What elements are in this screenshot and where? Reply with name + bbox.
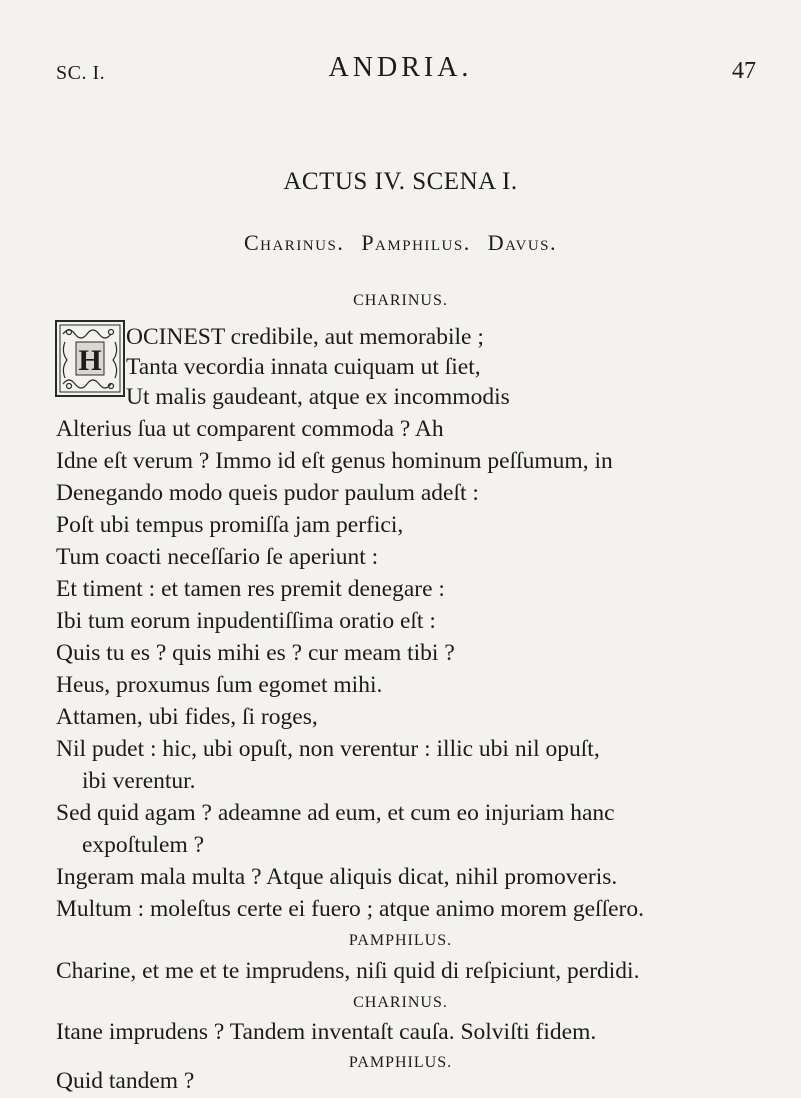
verse-line: Ingeram mala multa ? Atque aliquis dicat, nihil promoveris. [56, 864, 618, 890]
verse-line: Denegando modo queis pudor paulum adeſt : [56, 480, 479, 506]
speaker-label: CHARINUS. [353, 292, 448, 309]
verse-line: Quis tu es ? quis mihi es ? cur meam tibi ? [56, 640, 455, 666]
verse-line: Poſt ubi tempus promiſſa jam perfici, [56, 512, 404, 538]
dramatis-personae: Charinus. Pamphilus. Davus. [243, 230, 558, 255]
verse-line: Quid tandem ? [56, 1068, 195, 1094]
running-title: ANDRIA. [328, 52, 473, 83]
verse-line: Et timent : et tamen res premit denegare : [56, 576, 445, 602]
section-marker: SC. I. [56, 62, 106, 84]
page-number: 47 [732, 58, 756, 84]
verse-line-continuation: expoſtulem ? [82, 832, 205, 858]
verse-line: Tanta vecordia innata cuiquam ut ſiet, [126, 354, 481, 380]
verse-line-continuation: ibi verentur. [82, 768, 196, 794]
verse-line: Ut malis gaudeant, atque ex incommodis [126, 384, 510, 410]
act-scene-title: ACTUS IV. SCENA I. [283, 168, 518, 195]
verse-line: Ibi tum eorum inpudentiſſima oratio eſt : [56, 608, 436, 634]
verse-line: Attamen, ubi fides, ſi roges, [56, 704, 318, 730]
verse-line: Idne eſt verum ? Immo id eſt genus hominum peſſumum, in [56, 448, 613, 474]
verse-line: Heus, proxumus ſum egomet mihi. [56, 672, 383, 698]
verse-line: Nil pudet : hic, ubi opuſt, non verentur : illic ubi nil opuſt, [56, 736, 600, 762]
ornamental-dropcap [55, 320, 125, 397]
speaker-label: PAMPHILUS. [348, 932, 453, 949]
speaker-label: CHARINUS. [353, 994, 448, 1011]
svg-text:H: H [78, 344, 102, 377]
verse-line: Multum : moleſtus certe ei fuero ; atque animo morem geſſero. [56, 896, 644, 922]
verse-line: OCINEST credibile, aut memorabile ; [126, 324, 484, 350]
verse-line: Itane imprudens ? Tandem inventaſt cauſa. Solviſti fidem. [56, 1019, 597, 1045]
verse-line: Alterius ſua ut comparent commoda ? Ah [56, 416, 444, 442]
verse-line: Charine, et me et te imprudens, niſi quid di reſpiciunt, perdidi. [56, 958, 640, 984]
verse-line: Sed quid agam ? adeamne ad eum, et cum eo injuriam hanc [56, 800, 615, 826]
verse-line: Tum coacti neceſſario ſe aperiunt : [56, 544, 379, 570]
speaker-label: PAMPHILUS. [348, 1054, 453, 1071]
